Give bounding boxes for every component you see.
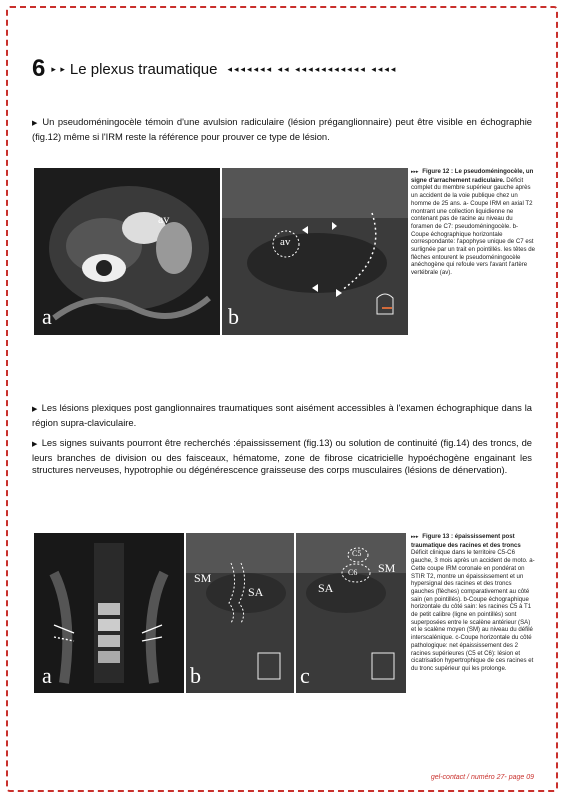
page-footer: gel-contact / numéro 27- page 09: [430, 774, 534, 781]
section-number: 6: [32, 56, 46, 82]
figure-13a-mri-image: [34, 533, 184, 693]
section-title: Le plexus traumatique: [69, 60, 218, 78]
figure-12b-ultrasound-image: [222, 168, 408, 335]
figure-13-caption-head: Figure 13 : épaississement post traumatique des racines et des troncs: [411, 533, 521, 549]
annotation-sm: SM: [194, 571, 212, 585]
paragraph-1-text: Un pseudoméningocèle témoin d'une avulsion radiculaire (lésion préganglionnaire) peut être visible en échographie (fig.12) même si l'IRM reste la référence pour prouver ce type de lésion.: [32, 116, 533, 142]
annotation-av: av: [158, 212, 170, 226]
annotation-sa-pathologic: SA: [318, 581, 334, 595]
section-heading: [32, 56, 532, 82]
figure-13b-ultrasound-image: [186, 533, 294, 693]
mri-axial-drawing: [34, 168, 220, 335]
annotation-av-ultrasound: av: [280, 236, 291, 248]
annotation-c6: C6: [348, 568, 358, 577]
figure-13a-label: a: [42, 663, 52, 688]
annotation-sm-pathologic: SM: [378, 561, 396, 575]
figure-13c-ultrasound-image: [296, 533, 406, 693]
figure-12b-label: b: [228, 304, 239, 329]
figure-13c-label: c: [300, 663, 310, 688]
paragraph-3-text: Les signes suivants pourront être recherchés :épaississement (fig.13) ou solution de continuité (fig.14) des troncs, de leurs branches de division ou des faisceaux, hématome, zone de fibrose cicatricielle hypoéchogène engainant les structures nerveuses, hypotrophie ou dégénérescence graisseuse des corps musculaires (lésions de dénervation).: [32, 437, 532, 476]
ultrasound-healthy-drawing: [186, 533, 294, 693]
figure-12-caption: [411, 168, 535, 277]
ultrasound-drawing: [222, 168, 408, 335]
figure-12-caption-body: Déficit complet du membre supérieur gauche après un accident de la voie publique chez un homme de 25 ans. a- Coupe IRM en axial T2 montrant une collection liquidienne ne contenant pas de racine au niveau du foramen de C7: pseudoméningocèle. b-Coupe échographique horizontale correspondante: l'apophyse unique de C7 est surlignée par un trait en pointillés. les têtes de flèches entourent le pseudoméningocèle anéchogène qui refoule vers l'avant l'artère vertébrale (av).: [411, 176, 535, 277]
paragraph-3: [32, 437, 532, 477]
annotation-sa: SA: [248, 585, 264, 599]
figure-12a-mri-image: [34, 168, 220, 335]
figure-12a-label: a: [42, 304, 52, 329]
bullet-icon: ▶: [32, 406, 38, 413]
figure-13b-label: b: [190, 663, 201, 688]
figure-13-caption-body: Déficit clinique dans le territoire C5-C6 gauche, 3 mois après un accident de moto. a-Cette coupe IRM coronale en pondérat on STIR T2, montre un épaississement et un hypersignal des racines et des troncs gauches (flèches) comparativement au côté sain (en pointillés). b-Coupe échographique horizontale du côté sain: les racines C5 à T1 de petit calibre (ligne en pointillés) sont superposées entre le scalène antérieur (SA) et le scalène moyen (SM) au niveau du défilé interscalénique. c-Coupe horizontale du côté pathologique: net épaississement des 2 racines supérieures (C5 et C6): lésion et cicatrisation hypertrophique de ces racines et du tronc supérieur qui les prolonge.: [411, 549, 535, 672]
ultrasound-pathologic-drawing: [296, 533, 406, 693]
figure-13-caption: [411, 533, 535, 673]
section-arrows: ▸ ▸: [51, 63, 66, 74]
bullet-icon: ▶: [32, 441, 38, 448]
paragraph-2-text: Les lésions plexiques post ganglionnaires traumatiques sont aisément accessibles à l'examen échographique dans la région supra-claviculaire.: [32, 402, 533, 428]
figure-12-caption-head: Figure 12 : Le pseudoméningocèle, un signe d'arrachement radiculaire.: [411, 168, 534, 184]
caption-arrows: ▸▸▸: [411, 169, 419, 175]
mri-coronal-drawing: [34, 533, 184, 693]
caption-arrows: ▸▸▸: [411, 534, 419, 540]
annotation-c5: C5: [352, 549, 362, 558]
paragraph-2: [32, 402, 532, 429]
section-decoration: ◂◂◂◂◂◂◂ ◂◂ ◂◂◂◂◂◂◂◂◂◂◂ ◂◂◂◂: [227, 63, 398, 74]
bullet-icon: ▶: [32, 120, 39, 127]
paragraph-1: [32, 116, 532, 143]
